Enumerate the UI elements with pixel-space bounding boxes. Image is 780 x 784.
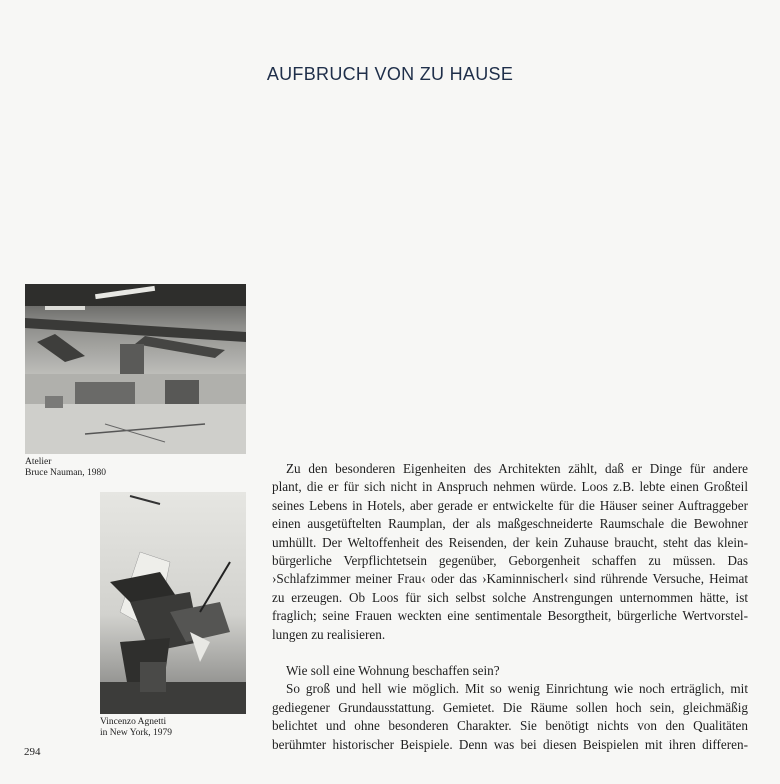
text-line: Zu den besonderen Eigenheiten des Architekten zählt, daß er Dinge für andere — [286, 461, 748, 476]
text-line: plant, die er für sich nicht in Anspruch nehmen würde. Loos z.B. lebte einen Großteil — [272, 479, 748, 495]
caption-line: Bruce Nauman, 1980 — [25, 468, 106, 478]
text-line: ›Schlafzimmer meiner Frau‹ oder das ›Kaminnischerl‹ sind rührende Versuche, Heimat — [272, 571, 748, 587]
text-line: zu erzeugen. Ob Loos für sich selbst solche Anstrengungen unternommen hätte, ist — [272, 589, 748, 605]
paragraph — [272, 662, 748, 754]
text-line: So groß und hell wie möglich. Mit so wenig Einrichtung wie noch erträglich, mit — [286, 681, 748, 697]
paragraph — [272, 460, 748, 644]
figure-caption — [100, 717, 172, 739]
text-line: belichtet und ohne besonderen Charakter. Sie benötigt nichts von den Qualitäten — [272, 718, 748, 734]
caption-line: Atelier — [25, 457, 52, 467]
page-title: AUFBRUCH VON ZU HAUSE — [266, 64, 514, 84]
caption-line: in New York, 1979 — [100, 728, 173, 738]
text-line: seines Lebens in Hotels, aber gerade er entwickelte für die Häuser seiner Auftraggeber — [272, 497, 748, 513]
text-line: berühmter historischer Beispiele. Denn was bei diesen Beispielen mit ihren differen- — [272, 736, 748, 752]
text-line: Wie soll eine Wohnung beschaffen sein? — [286, 663, 500, 679]
text-line: umhüllt. Der Weltoffenheit des Reisenden, der kein Zuhause braucht, steht das klein- — [272, 534, 748, 550]
atelier-photo — [25, 284, 246, 454]
text-line: lungen zu realisieren. — [272, 626, 386, 642]
text-line: fraglich; seine Frauen weckten eine sentimentale Besorgtheit, bürgerliche Wertvorstel- — [272, 608, 748, 624]
text-line: gediegener Grundausstattung. Gemietet. Die Räume sollen hoch sein, gleichmäßig — [272, 699, 748, 715]
figure-caption — [25, 457, 106, 479]
agnetti-photo — [100, 492, 246, 714]
caption-line: Vincenzo Agnetti — [100, 717, 167, 727]
text-line: bürgerliche Verpflichtetsein gegenüber, Geborgenheit schaffen zu müssen. Das — [272, 553, 748, 569]
text-line: einen ausgetüftelten Raumplan, der als maßgeschneiderte Raumschale die Bewohner — [272, 516, 748, 532]
body-text — [272, 460, 748, 754]
page-number: 294 — [24, 746, 41, 758]
